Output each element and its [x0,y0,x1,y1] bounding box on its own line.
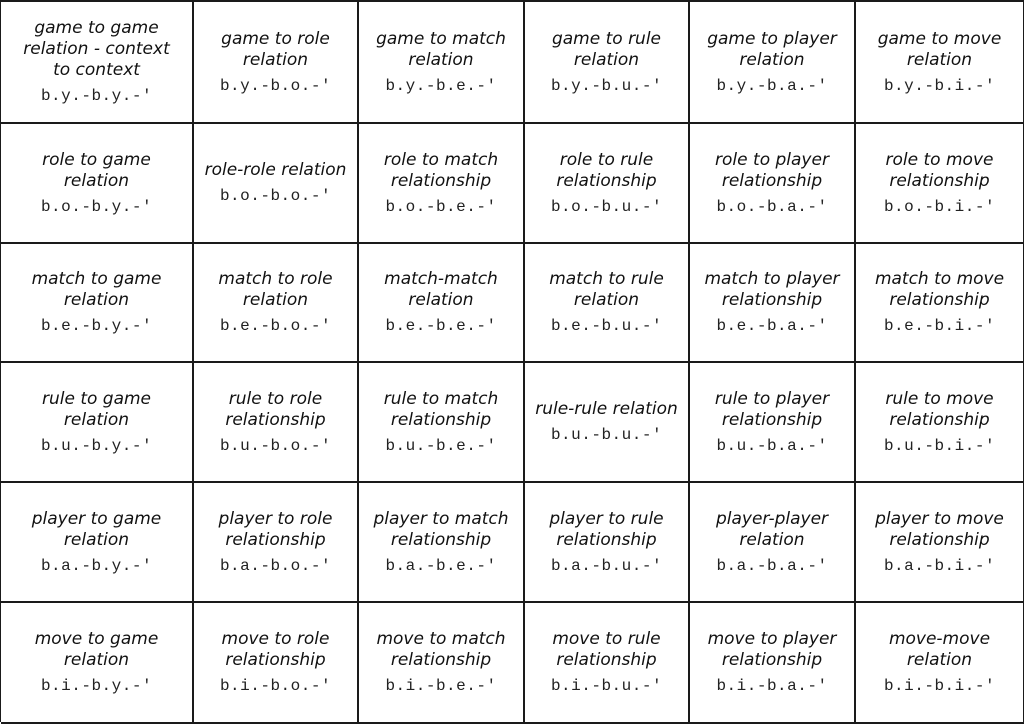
cell-code: b.o.-b.a.-' [716,197,828,216]
cell-move-rule [525,603,690,724]
cell-code: b.i.-b.y.-' [40,677,153,695]
cell-code: b.y.-b.y.-' [40,87,153,105]
cell-code: b.o.-b.e.-' [385,197,497,216]
cell-code: b.i.-b.i.-' [883,677,996,695]
cell-code: b.i.-b.e.-' [385,677,497,695]
cell-label: player to rule relationship [549,508,664,550]
cell-code: b.a.-b.u.-' [550,556,663,575]
cell-code: b.u.-b.a.-' [716,436,828,455]
cell-code: b.e.-b.a.-' [716,317,828,335]
cell-code: b.o.-b.o.-' [219,187,332,205]
cell-label: rule to match relationship [383,388,499,430]
cell-label: player to match relationship [373,508,509,550]
cell-code: b.e.-b.e.-' [385,317,497,335]
cell-label: move-move relation [888,629,991,670]
cell-role-role [194,124,359,244]
cell-label: role to match relationship [383,149,499,191]
cell-match-match [359,244,525,363]
cell-label: match to rule relation [549,269,664,310]
cell-label: match to move relationship [874,269,1005,310]
cell-label: role to game relation [42,149,151,191]
cell-label: match to role relation [218,269,333,310]
cell-label: rule to game relation [41,388,152,430]
cell-code: b.a.-b.i.-' [883,556,996,575]
cell-code: b.i.-b.o.-' [219,677,332,695]
cell-code: b.a.-b.o.-' [219,556,332,575]
cell-label: player to game relation [31,508,162,550]
cell-code: b.i.-b.a.-' [716,677,828,695]
cell-move-role [194,603,359,724]
cell-rule-move [856,363,1024,483]
cell-match-move [856,244,1024,363]
cell-label: rule to move relationship [885,388,994,430]
cell-rule-rule [525,363,690,483]
cell-game-role [194,2,359,124]
cell-label: move to role relationship [221,629,330,670]
cell-label: rule to player relationship [714,388,830,430]
cell-label: rule-rule relation [535,399,678,419]
cell-label: game to match relation [376,28,506,70]
cell-label: game to role relation [221,28,330,70]
cell-role-player [690,124,856,244]
cell-code: b.a.-b.a.-' [716,556,828,575]
cell-code: b.o.-b.u.-' [550,197,663,216]
cell-game-game [1,2,194,124]
cell-move-match [359,603,525,724]
cell-code: b.y.-b.i.-' [883,76,996,95]
cell-match-player [690,244,856,363]
cell-code: b.u.-b.e.-' [385,436,497,455]
cell-label: match to player relationship [704,269,840,310]
cell-match-game [1,244,194,363]
cell-code: b.u.-b.i.-' [883,436,996,455]
cell-rule-role [194,363,359,483]
cell-code: b.e.-b.o.-' [219,317,332,335]
cell-label: role to move relationship [885,149,994,191]
cell-move-game [1,603,194,724]
cell-code: b.o.-b.i.-' [883,197,996,216]
cell-player-game [1,483,194,603]
cell-player-move [856,483,1024,603]
cell-code: b.a.-b.y.-' [40,556,153,575]
cell-game-player [690,2,856,124]
cell-match-role [194,244,359,363]
cell-code: b.y.-b.a.-' [716,76,828,95]
cell-code: b.u.-b.y.-' [40,436,153,455]
cell-code: b.e.-b.i.-' [883,317,996,335]
cell-label: move to game relation [34,629,159,670]
cell-label: player to move relationship [875,508,1004,550]
cell-label: move to match relationship [376,629,506,670]
cell-label: game to rule relation [551,28,662,70]
cell-code: b.e.-b.u.-' [550,317,663,335]
cell-code: b.o.-b.y.-' [40,197,153,216]
cell-code: b.y.-b.o.-' [219,76,332,95]
cell-label: game to game relation - context to context [23,18,170,80]
cell-label: move to player relationship [707,629,837,670]
cell-player-role [194,483,359,603]
cell-code: b.y.-b.u.-' [550,76,663,95]
cell-label: player to role relationship [218,508,333,550]
cell-game-move [856,2,1024,124]
cell-role-game [1,124,194,244]
cell-game-match [359,2,525,124]
cell-code: b.u.-b.o.-' [219,436,332,455]
cell-rule-match [359,363,525,483]
cell-move-move [856,603,1024,724]
cell-role-move [856,124,1024,244]
cell-role-rule [525,124,690,244]
cell-role-match [359,124,525,244]
cell-code: b.u.-b.u.-' [550,426,663,444]
cell-label: role to rule relationship [556,149,657,191]
cell-game-rule [525,2,690,124]
cell-label: move to rule relationship [552,629,661,670]
cell-match-rule [525,244,690,363]
cell-label: match-match relation [384,269,498,310]
cell-code: b.a.-b.e.-' [385,556,497,575]
cell-code: b.y.-b.e.-' [385,76,497,95]
cell-player-player [690,483,856,603]
cell-label: game to player relation [707,28,837,70]
cell-rule-player [690,363,856,483]
cell-label: rule to role relationship [225,388,326,430]
cell-label: player-player relation [715,508,829,550]
cell-rule-game [1,363,194,483]
cell-code: b.e.-b.y.-' [40,317,153,335]
cell-label: match to game relation [31,269,162,310]
cell-label: role-role relation [204,160,347,180]
cell-label: role to player relationship [715,149,829,191]
cell-player-rule [525,483,690,603]
cell-label: game to move relation [877,28,1002,70]
cell-player-match [359,483,525,603]
cell-move-player [690,603,856,724]
cell-code: b.i.-b.u.-' [550,677,663,695]
